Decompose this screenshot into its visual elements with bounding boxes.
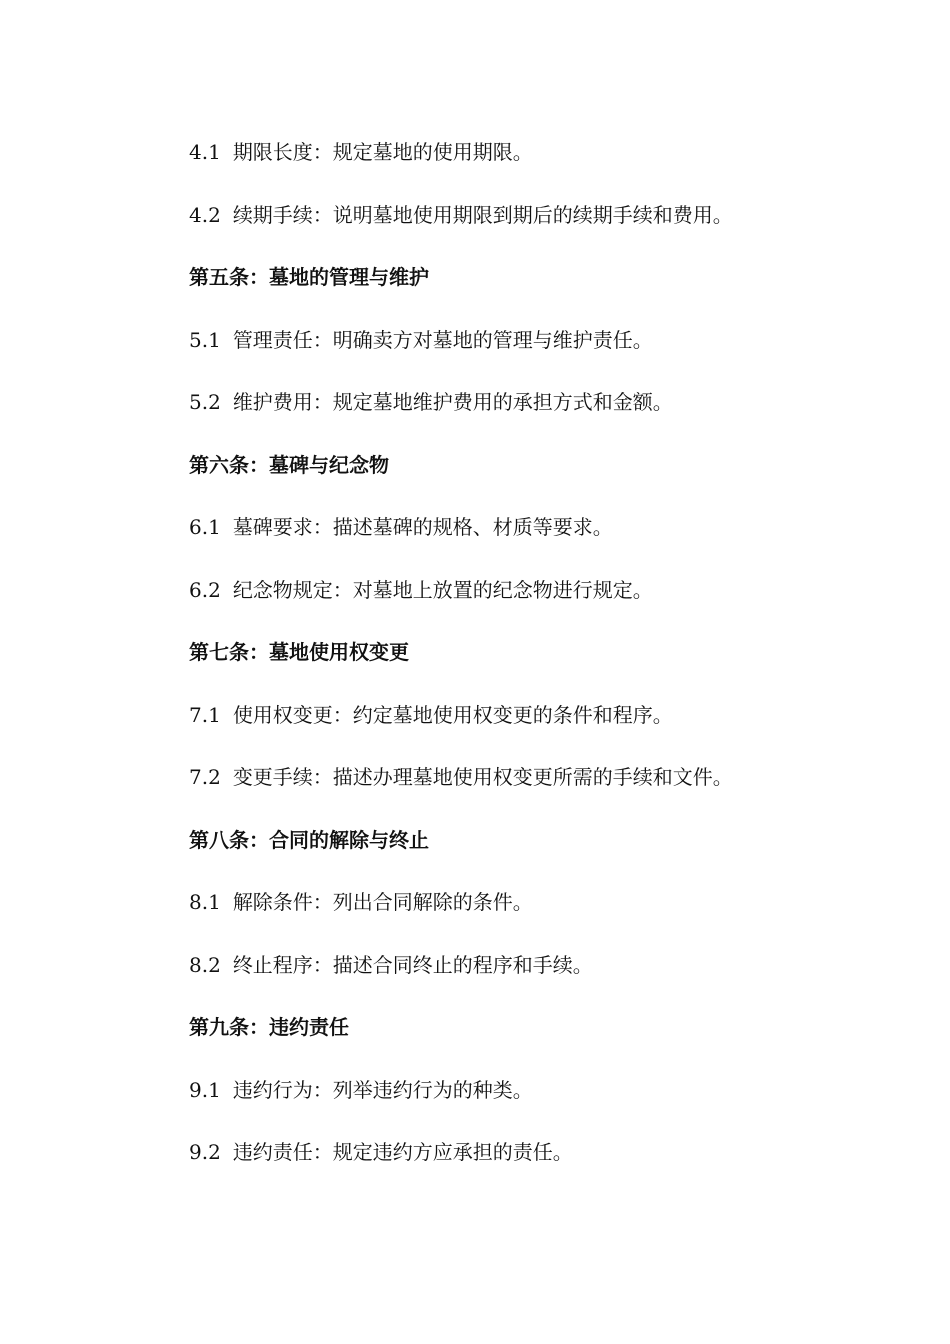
clause-5-1 [189, 325, 889, 388]
clause-7-1 [189, 700, 889, 763]
clause-number: 5.1 [189, 327, 221, 352]
clause-text: 变更手续：描述办理墓地使用权变更所需的手续和文件。 [232, 765, 733, 789]
clause-text: 纪念物规定：对墓地上放置的纪念物进行规定。 [232, 577, 653, 602]
clause-text: 续期手续：说明墓地使用期限到期后的续期手续和费用。 [232, 202, 733, 227]
clause-text: 墓碑要求：描述墓碑的规格、材质等要求。 [232, 515, 613, 539]
clause-number: 8.1 [189, 890, 221, 914]
clause-number: 6.1 [189, 515, 221, 539]
article-6-heading: 第六条：墓碑与纪念物 [189, 452, 389, 477]
clause-4-2 [189, 200, 889, 263]
clause-text: 维护费用：规定墓地维护费用的承担方式和金额。 [232, 390, 673, 414]
article-5-heading: 第五条：墓地的管理与维护 [189, 265, 429, 289]
clause-6-2 [189, 575, 889, 638]
document-content [189, 137, 889, 1200]
clause-text: 管理责任：明确卖方对墓地的管理与维护责任。 [232, 327, 653, 352]
clause-8-1 [189, 887, 889, 950]
clause-8-2 [189, 950, 889, 1013]
clause-text: 违约责任：规定违约方应承担的责任。 [232, 1140, 573, 1164]
clause-number: 8.2 [189, 952, 221, 977]
clause-text: 期限长度：规定墓地的使用期限。 [232, 140, 533, 164]
clause-5-2 [189, 387, 889, 450]
clause-text: 解除条件：列出合同解除的条件。 [232, 890, 533, 914]
clause-number: 9.1 [189, 1077, 221, 1102]
clause-9-1 [189, 1075, 889, 1138]
clause-number: 5.2 [189, 390, 221, 414]
clause-text: 使用权变更：约定墓地使用权变更的条件和程序。 [232, 702, 673, 727]
clause-number: 4.2 [189, 202, 221, 227]
clause-4-1 [189, 137, 889, 200]
article-7-heading: 第七条：墓地使用权变更 [189, 640, 409, 664]
clause-text: 终止程序：描述合同终止的程序和手续。 [232, 952, 593, 977]
clause-6-1 [189, 512, 889, 575]
clause-number: 4.1 [189, 140, 221, 164]
clause-9-2 [189, 1137, 889, 1200]
article-9-heading: 第九条：违约责任 [189, 1015, 349, 1039]
clause-number: 6.2 [189, 577, 221, 602]
clause-number: 9.2 [189, 1140, 221, 1164]
clause-number: 7.1 [189, 702, 221, 727]
clause-number: 7.2 [189, 765, 221, 789]
article-8-heading: 第八条：合同的解除与终止 [189, 827, 429, 852]
clause-7-2 [189, 762, 889, 825]
clause-text: 违约行为：列举违约行为的种类。 [232, 1077, 533, 1102]
